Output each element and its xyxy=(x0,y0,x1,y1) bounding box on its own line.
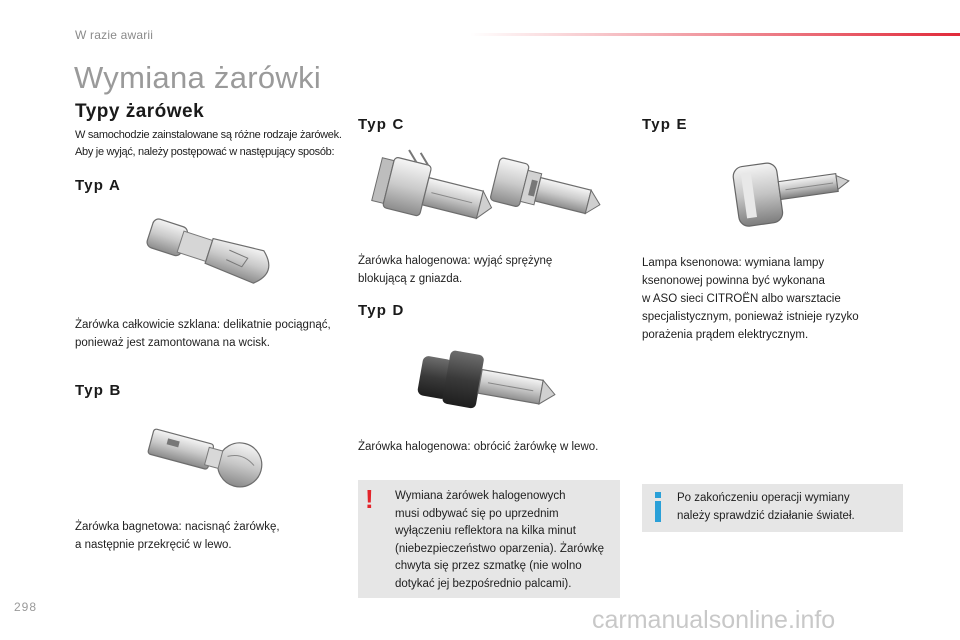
warning-icon: ! xyxy=(365,484,374,514)
warning-text-line: wyłączeniu reflektora na kilka minut xyxy=(395,525,576,537)
type-c-description xyxy=(358,252,552,288)
page-title: Wymiana żarówki xyxy=(74,60,322,95)
type-c-description-line: blokującą z gniazda. xyxy=(358,273,463,285)
info-box xyxy=(642,484,903,532)
watermark: carmanualsonline.info xyxy=(592,606,836,634)
type-d-heading: Typ D xyxy=(358,302,405,319)
type-b-description-line: a następnie przekręcić w lewo. xyxy=(75,539,232,551)
type-e-description-line: Lampa ksenonowa: wymiana lampy xyxy=(642,257,825,269)
type-c-description-line: Żarówka halogenowa: wyjąć sprężynę xyxy=(358,255,553,267)
type-a-description-line: Żarówka całkowicie szklana: delikatnie pociągnąć, xyxy=(75,319,331,331)
info-text-line: Po zakończeniu operacji wymiany xyxy=(677,492,850,504)
type-e-heading: Typ E xyxy=(642,116,688,133)
page-number: 298 xyxy=(14,600,38,614)
type-a-description-line: ponieważ jest zamontowana na wcisk. xyxy=(75,337,270,349)
warning-text-line: Wymiana żarówek halogenowych xyxy=(395,490,566,502)
info-text-line: należy sprawdzić działanie świateł. xyxy=(677,509,855,522)
warning-text xyxy=(395,488,617,593)
intro-text xyxy=(75,127,365,161)
type-b-heading: Typ B xyxy=(75,382,122,399)
header-rule xyxy=(470,33,960,36)
type-e-description-line: specjalistycznym, ponieważ istnieje ryzyko xyxy=(642,311,859,323)
type-a-heading: Typ A xyxy=(75,177,121,194)
bayonet-bulb-icon xyxy=(140,420,280,500)
warning-text-line: chwyta się przez szmatkę (nie wolno xyxy=(395,560,582,572)
type-c-heading: Typ C xyxy=(358,116,405,133)
intro-text-line: Aby je wyjąć, należy postępować w następujący sposób: xyxy=(75,146,335,158)
warning-box xyxy=(358,480,620,598)
type-e-description-line: w ASO sieci CITROËN albo warsztacie xyxy=(642,293,841,305)
type-b-description-line: Żarówka bagnetowa: nacisnąć żarówkę, xyxy=(75,521,280,533)
all-glass-bulb-icon xyxy=(132,215,292,295)
section-header: W razie awarii xyxy=(75,28,154,42)
type-a-description xyxy=(75,316,331,352)
type-e-description xyxy=(642,254,859,344)
warning-text-line: musi odbywać się po uprzednim xyxy=(395,507,559,520)
info-icon xyxy=(654,492,662,522)
type-d-description: Żarówka halogenowa: obrócić żarówkę w lewo. xyxy=(358,441,599,453)
halogen-h7-bulb-icon xyxy=(368,148,608,248)
xenon-lamp-icon xyxy=(716,148,866,238)
type-e-description-line: porażenia prądem elektrycznym. xyxy=(642,329,809,341)
type-b-description xyxy=(75,518,280,554)
info-text xyxy=(677,490,899,525)
intro-heading: Typy żarówek xyxy=(75,101,205,122)
intro-text-line: W samochodzie zainstalowane są różne rodzaje żarówek. xyxy=(75,129,342,141)
halogen-h11-bulb-icon xyxy=(410,338,580,428)
warning-text-line: (niebezpieczeństwo oparzenia). Żarówkę xyxy=(395,542,605,555)
warning-text-line: dotykać jej bezpośrednio palcami). xyxy=(395,577,572,590)
type-e-description-line: ksenonowej powinna być wykonana xyxy=(642,275,825,287)
